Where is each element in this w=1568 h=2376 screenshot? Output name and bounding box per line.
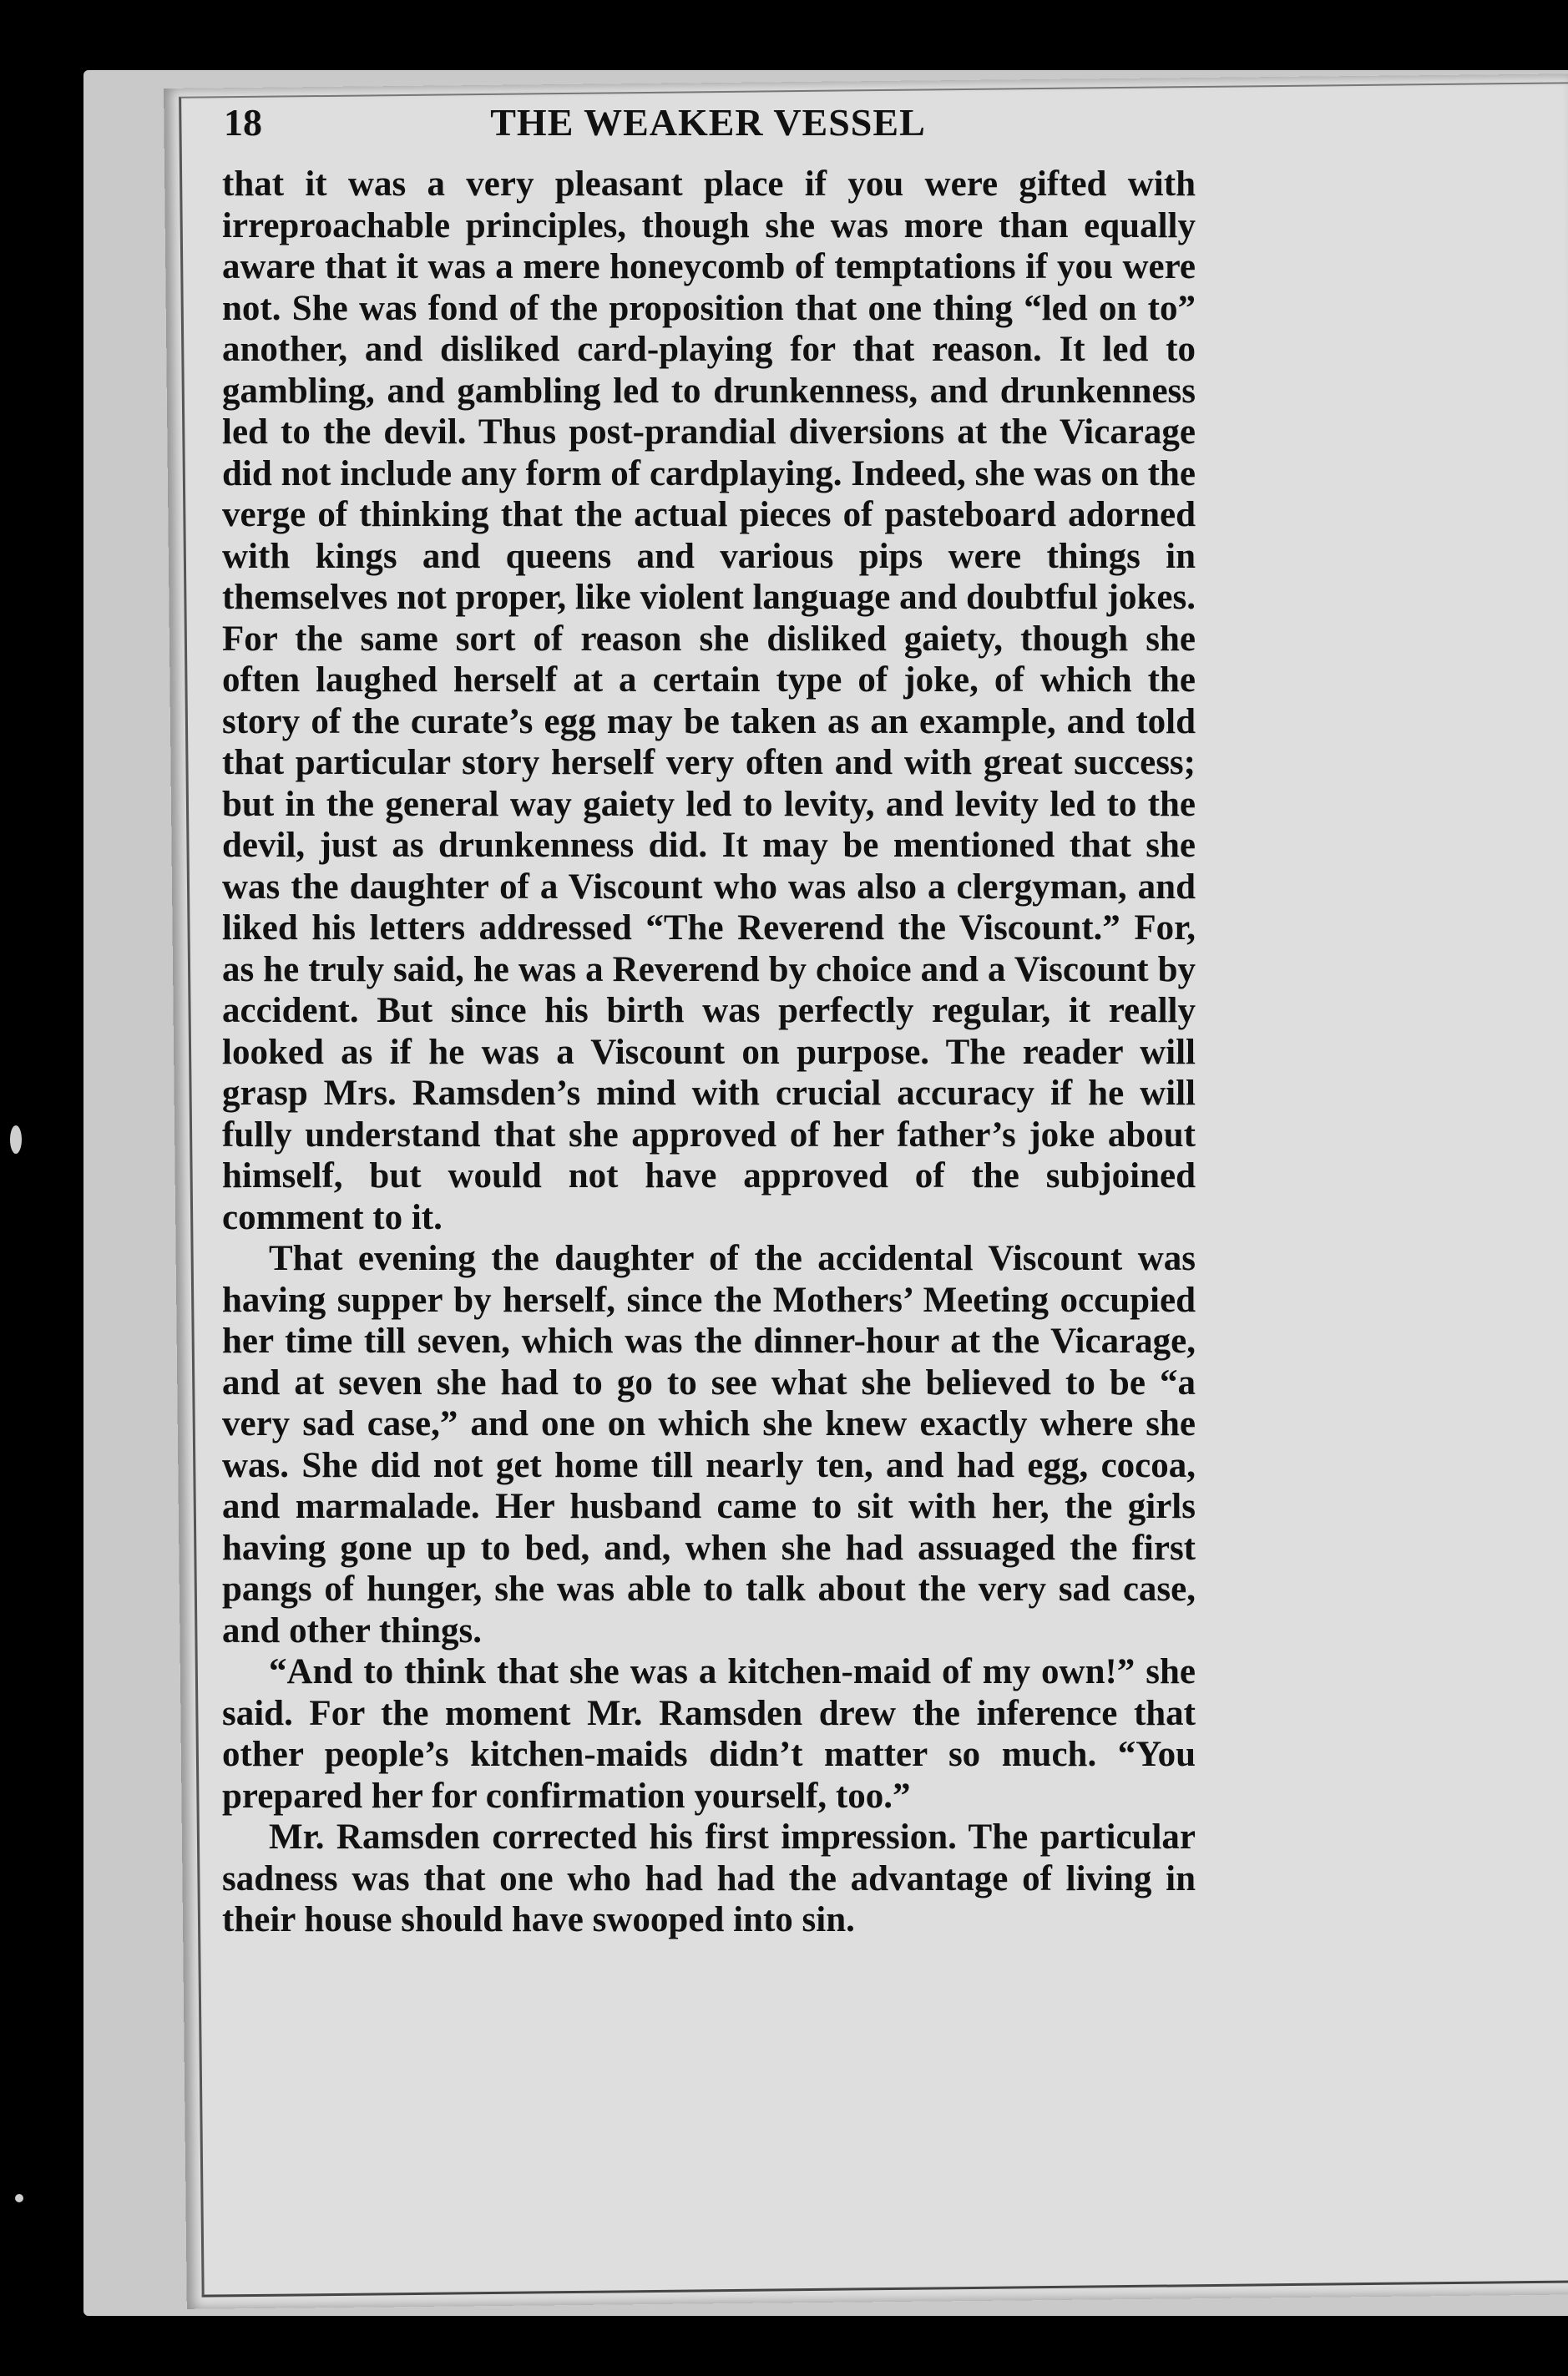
paragraph: Mr. Ramsden corrected his first impression. The particular sadness was that one who had had the advantage of living in their house should have swooped into sin. [222, 1817, 1196, 1939]
paragraph: “And to think that she was a kitchen-maid of my own!” she said. For the moment Mr. Ramsden drew the inference that other people’s kitchen-maids didn’t matter so much. “You prepared her for confirmation yourself, too.” [222, 1652, 1196, 1816]
scan-speck [15, 2194, 23, 2202]
running-title: THE WEAKER VESSEL [490, 101, 926, 144]
paragraph-continued: that it was a very pleasant place if you were gifted with irreproachable principles, though she was more than equally aware that it was a mere honeycomb of temptations if you were not. She was fond of the proposition that one thing “led on to” another, and disliked card-playing for that reason. It led to gambling, and gambling led to drunkenness, and drunkenness led to the devil. Thus post-prandial diversions at the Vicarage did not include any form of cardplaying. Indeed, she was on the verge of thinking that the actual pieces of pasteboard adorned with kings and queens and various pips were things in themselves not proper, like violent language and doubtful jokes. For the same sort of reason she disliked gaiety, though she often laughed herself at a certain type of joke, of which the story of the curate’s egg may be taken as an example, and told that particular story herself very often and with great success; but in the general way gaiety led to levity, and levity led to the devil, just as drunkenness did. It may be mentioned that she was the daughter of a Viscount who was also a clergyman, and liked his letters addressed “The Reverend the Viscount.” For, as he truly said, he was a Reverend by choice and a Viscount by accident. But since his birth was perfectly regular, it really looked as if he was a Viscount on purpose. The reader will grasp Mrs. Ramsden’s mind with crucial accuracy if he will fully understand that she approved of her father’s joke about himself, but would not have approved of the subjoined comment to it. [222, 164, 1196, 1237]
paragraph: That evening the daughter of the accidental Viscount was having supper by herself, since the Mothers’ Meeting occupied her time till seven, which was the dinner-hour at the Vicarage, and at seven she had to go to see what she believed to be “a very sad case,” and one on which she knew exactly where she was. She did not get home till nearly ten, and had egg, cocoa, and marmalade. Her husband came to sit with her, the girls having gone up to bed, and, when she had assuaged the first pangs of hunger, she was able to talk about the very sad case, and other things. [222, 1239, 1196, 1651]
body-text [222, 164, 1196, 1941]
page-number: 18 [224, 101, 262, 144]
scan-speck [10, 1125, 22, 1154]
running-header [224, 100, 1192, 159]
